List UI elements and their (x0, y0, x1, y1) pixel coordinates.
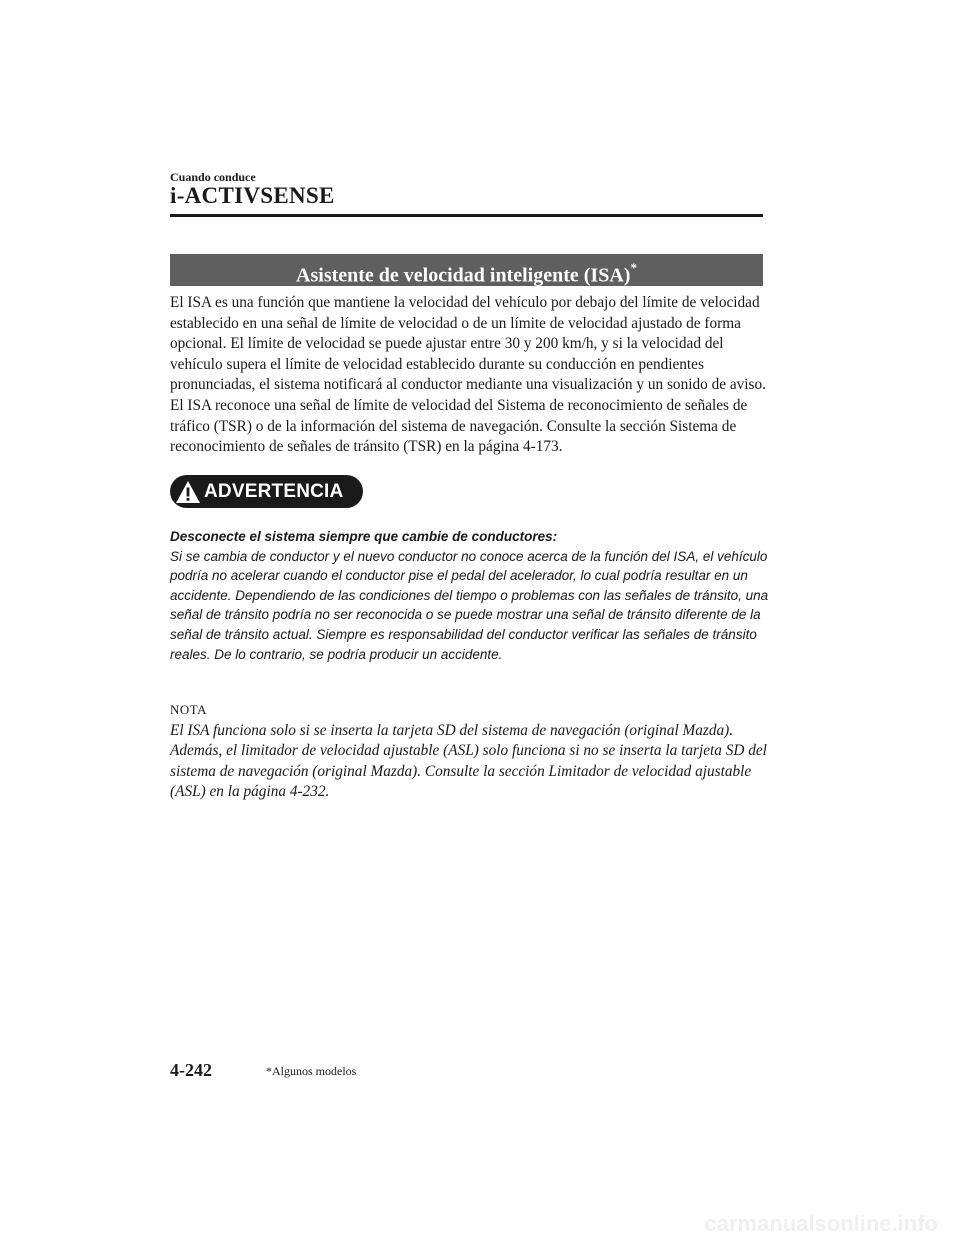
body-paragraph: El ISA reconoce una señal de límite de velocidad del Sistema de reconocimiento de señales de tráfico (TSR) o de la información del sistema de navegación. Consulte la sección Sistema de reconocimiento de señales de tránsito (TSR) en la página 4-173. (170, 396, 748, 456)
chapter-label: Cuando conduce (170, 170, 256, 184)
title-footnote-marker: * (630, 260, 637, 275)
warning-text-block (170, 527, 770, 664)
warning-text: Si se cambia de conductor y el nuevo conductor no conoce acerca de la función del ISA, el vehículo podría no acelerar cuando el conductor pise el pedal del acelerador, lo cual podría resultar en un accidente. Dependiendo de las condiciones del tiempo o problemas con las señales de tránsito, una señal de tránsito podría no ser reconocida o se puede mostrar una señal de tránsito diferente de la señal de tránsito actual. Siempre es responsabilidad del conductor verificar las señales de tránsito reales. De lo contrario, se podría producir un accidente. (170, 548, 769, 662)
page-title: Asistente de velocidad inteligente (ISA) (296, 264, 631, 287)
warning-badge (170, 475, 363, 508)
watermark: carmanualsonline.info (704, 1211, 938, 1236)
note-block (170, 700, 770, 803)
body-text (170, 293, 770, 458)
body-paragraph: El ISA es una función que mantiene la velocidad del vehículo por debajo del límite de velocidad establecido en una señal de límite de velocidad o de un límite de velocidad ajustado de forma opcional. El límite de velocidad se puede ajustar entre 30 y 200 km/h, y si la velocidad del vehículo supera el límite de velocidad establecido durante su conducción en pendientes pronunciadas, el sistema notificará al conductor mediante una visualización y un sonido de aviso. (170, 294, 766, 394)
footnote: *Algunos modelos (266, 1064, 357, 1078)
note-text: El ISA funciona solo si se inserta la tarjeta SD del sistema de navegación (original Mazda). Además, el limitador de velocidad ajustable (ASL) solo funciona si no se inserta la tarjeta SD del sistema de navegación (original Mazda). Consulte la sección Limitador de velocidad ajustable (ASL) en la página 4-232. (170, 721, 767, 801)
warning-triangle-icon (175, 480, 201, 504)
header-divider (170, 214, 763, 217)
section-title: i-ACTIVSENSE (170, 183, 335, 208)
note-label: NOTA (170, 702, 208, 717)
page-title-bar (170, 254, 763, 286)
page-number: 4-242 (170, 1060, 212, 1080)
warning-label: ADVERTENCIA (204, 480, 344, 502)
warning-heading: Desconecte el sistema siempre que cambie de conductores: (170, 529, 558, 544)
